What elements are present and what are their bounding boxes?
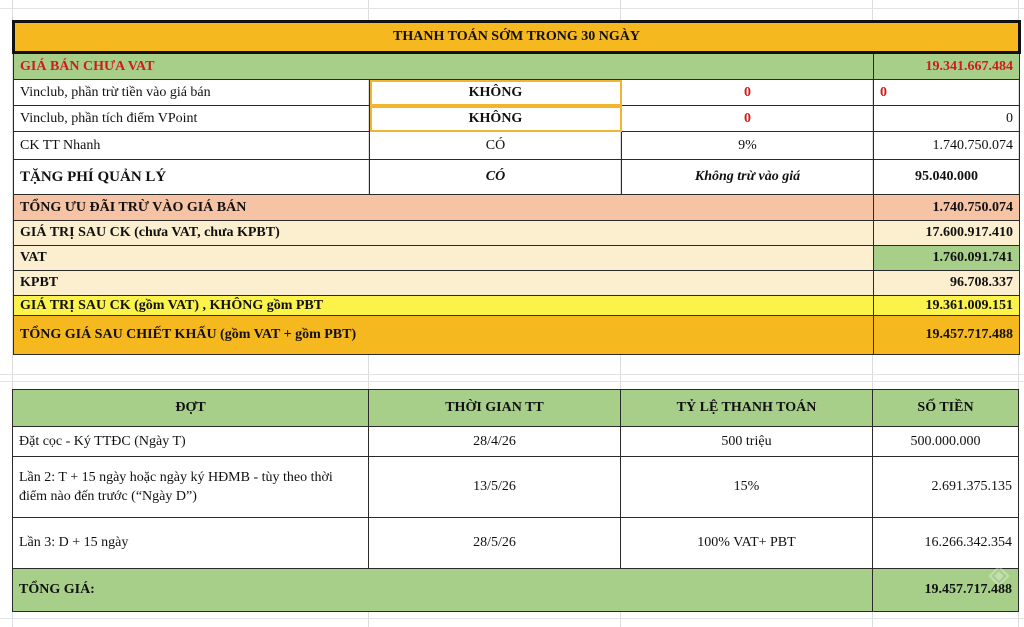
row-apply[interactable]: CÓ: [370, 160, 622, 195]
watermark-logo-icon: [988, 565, 1010, 587]
grand-total-label: TỔNG GIÁ SAU CHIẾT KHẤU (gồm VAT + gồm PBT): [14, 316, 874, 355]
row-label: Vinclub, phần tích điểm VPoint: [14, 106, 370, 132]
table-row: [14, 80, 1020, 106]
row-amount[interactable]: 0: [874, 80, 1020, 106]
schedule-ratio[interactable]: 500 triệu: [621, 427, 873, 457]
schedule-total-label: TỔNG GIÁ:: [13, 569, 873, 612]
table-row: [13, 518, 1019, 569]
schedule-phase: Lần 2: T + 15 ngày hoặc ngày ký HĐMB - tùy theo thời điểm nào đến trước (“Ngày D”): [13, 457, 369, 518]
schedule-date[interactable]: 13/5/26: [369, 457, 621, 518]
table-row: [14, 106, 1020, 132]
header-phase: ĐỢT: [13, 390, 369, 427]
table-row: [13, 457, 1019, 518]
row-apply[interactable]: KHÔNG: [370, 106, 622, 132]
early-payment-summary-table: [12, 20, 1021, 355]
schedule-amount[interactable]: 16.266.342.354: [873, 518, 1019, 569]
row-rate[interactable]: 0: [622, 106, 874, 132]
table-row: [13, 427, 1019, 457]
value-after-discount-label: GIÁ TRỊ SAU CK (chưa VAT, chưa KPBT): [14, 221, 874, 246]
value-incl-vat-label: GIÁ TRỊ SAU CK (gồm VAT) , KHÔNG gồm PBT: [14, 296, 874, 316]
schedule-date[interactable]: 28/4/26: [369, 427, 621, 457]
summary-title: THANH TOÁN SỚM TRONG 30 NGÀY: [14, 22, 1020, 53]
row-amount[interactable]: 0: [874, 106, 1020, 132]
value-after-discount-value[interactable]: 17.600.917.410: [874, 221, 1020, 246]
kpbt-value[interactable]: 96.708.337: [874, 271, 1020, 296]
vat-label: VAT: [14, 246, 874, 271]
total-discount-label: TỔNG ƯU ĐÃI TRỪ VÀO GIÁ BÁN: [14, 195, 874, 221]
row-rate[interactable]: 0: [622, 80, 874, 106]
schedule-amount[interactable]: 500.000.000: [873, 427, 1019, 457]
header-amount: SỐ TIỀN: [873, 390, 1019, 427]
row-apply[interactable]: KHÔNG: [370, 80, 622, 106]
schedule-phase: Đặt cọc - Ký TTĐC (Ngày T): [13, 427, 369, 457]
row-label: CK TT Nhanh: [14, 132, 370, 160]
row-label: TẶNG PHÍ QUẢN LÝ: [14, 160, 370, 195]
row-amount[interactable]: 1.740.750.074: [874, 132, 1020, 160]
schedule-total-value[interactable]: 19.457.717.488: [873, 569, 1019, 612]
schedule-ratio[interactable]: 15%: [621, 457, 873, 518]
price-before-vat-value[interactable]: 19.341.667.484: [874, 53, 1020, 80]
price-before-vat-label: GIÁ BÁN CHƯA VAT: [14, 53, 874, 80]
header-date: THỜI GIAN TT: [369, 390, 621, 427]
total-discount-value[interactable]: 1.740.750.074: [874, 195, 1020, 221]
schedule-amount[interactable]: 2.691.375.135: [873, 457, 1019, 518]
schedule-phase: Lần 3: D + 15 ngày: [13, 518, 369, 569]
vat-value[interactable]: 1.760.091.741: [874, 246, 1020, 271]
row-apply[interactable]: CÓ: [370, 132, 622, 160]
schedule-ratio[interactable]: 100% VAT+ PBT: [621, 518, 873, 569]
table-row: [14, 160, 1020, 195]
table-row: [14, 132, 1020, 160]
payment-schedule-table: [12, 389, 1019, 612]
row-amount[interactable]: 95.040.000: [874, 160, 1020, 195]
value-incl-vat-value[interactable]: 19.361.009.151: [874, 296, 1020, 316]
grand-total-value[interactable]: 19.457.717.488: [874, 316, 1020, 355]
row-rate[interactable]: Không trừ vào giá: [622, 160, 874, 195]
schedule-date[interactable]: 28/5/26: [369, 518, 621, 569]
row-label: Vinclub, phần trừ tiền vào giá bán: [14, 80, 370, 106]
row-rate[interactable]: 9%: [622, 132, 874, 160]
kpbt-label: KPBT: [14, 271, 874, 296]
header-ratio: TỶ LỆ THANH TOÁN: [621, 390, 873, 427]
